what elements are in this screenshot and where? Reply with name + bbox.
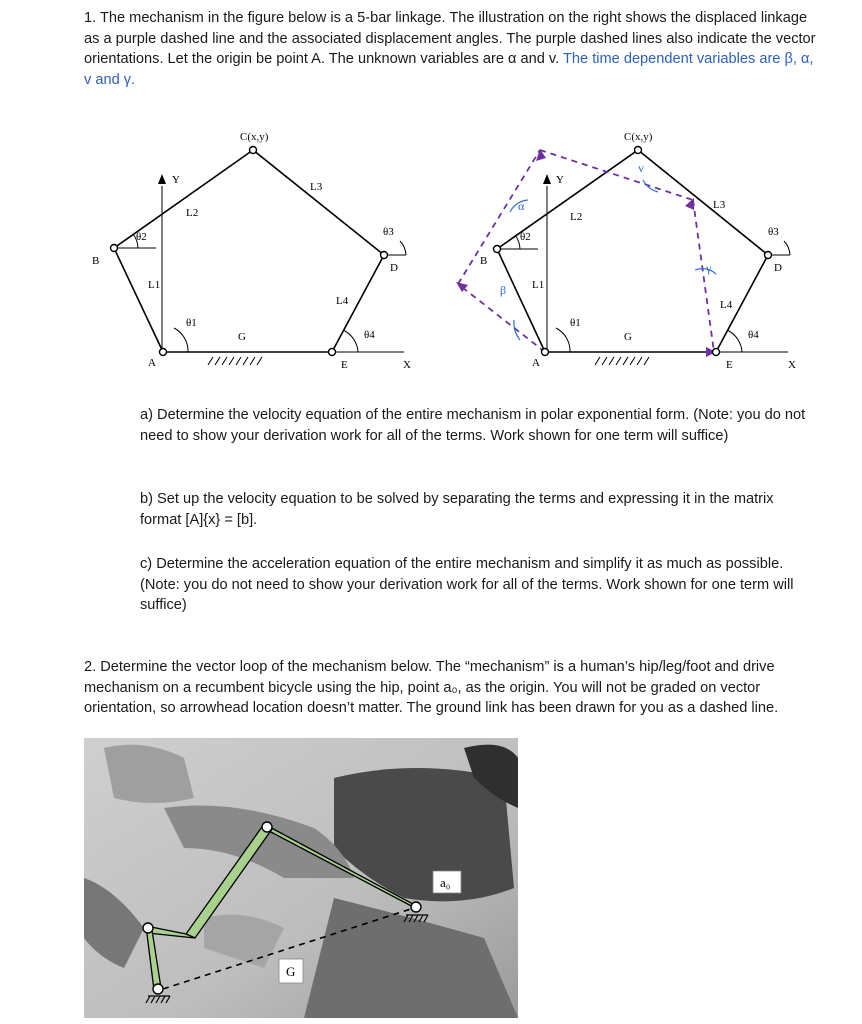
displaced-linkage-figure: [448, 128, 808, 378]
part-b-text: b) Set up the velocity equation to be solved by separating the terms and expressing it in the matrix format [A]{x} = [b].: [140, 491, 774, 528]
label-theta4: θ4: [364, 329, 375, 341]
label-L1: L1: [148, 279, 161, 291]
label-theta2-displaced: θ2: [520, 231, 531, 243]
label-L3: L3: [310, 181, 323, 193]
question-1-body: 1. The mechanism in the figure below is a 5-bar linkage. The illustration on the right shows the displaced linkage as a purple dashed line and the associated displacement angles. The purple dashed lines also indicate the vector orientations. Let the origin be point A. The unknown variables are α and v.: [84, 10, 816, 67]
label-B: B: [92, 255, 100, 267]
part-a-text: a) Determine the velocity equation of the entire mechanism in polar exponential form. (Note: you do not need to show your derivation work for all of the terms. Work shown for one term will suffice): [140, 407, 806, 444]
question-1-text: [84, 8, 824, 90]
label-C: C(x,y): [240, 131, 269, 143]
label-E-displaced: E: [726, 359, 733, 371]
label-X: X: [403, 359, 411, 371]
label-D-displaced: D: [774, 262, 782, 274]
label-G: G: [238, 331, 246, 343]
label-Y-displaced: Y: [556, 174, 564, 186]
label-E: E: [341, 359, 348, 371]
label-gamma: γ: [706, 261, 712, 275]
label-L2-displaced: L2: [570, 211, 583, 223]
label-G-photo: G: [286, 964, 296, 979]
label-X-displaced: X: [788, 359, 796, 371]
label-L2: L2: [186, 207, 199, 219]
recumbent-bicycle-photo: [84, 738, 518, 1018]
label-theta1-displaced: θ1: [570, 317, 581, 329]
label-a0: a₀: [440, 875, 451, 890]
label-L4-displaced: L4: [720, 299, 733, 311]
label-G-displaced: G: [624, 331, 632, 343]
label-theta1: θ1: [186, 317, 197, 329]
label-A: A: [148, 357, 156, 369]
label-A-displaced: A: [532, 357, 540, 369]
label-D: D: [390, 262, 398, 274]
label-beta: β: [500, 283, 507, 297]
label-Y: Y: [172, 174, 180, 186]
label-theta3-displaced: θ3: [768, 226, 779, 238]
label-L4: L4: [336, 295, 349, 307]
question-1-highlight: The time dependent variables are β, α, v and γ.: [84, 51, 814, 88]
five-bar-linkage-figure: [88, 128, 428, 378]
label-theta2: θ2: [136, 231, 147, 243]
label-L1-displaced: L1: [532, 279, 545, 291]
label-v: v: [638, 161, 644, 175]
label-C-displaced: C(x,y): [624, 131, 653, 143]
label-theta3: θ3: [383, 226, 394, 238]
part-c-text: c) Determine the acceleration equation of the entire mechanism and simplify it as much as possible. (Note: you do not need to show your derivation work for all of the terms. Work shown for one term will suffice): [140, 556, 794, 613]
question-2-text: 2. Determine the vector loop of the mechanism below. The “mechanism” is a human’s hip/leg/foot and drive mechanism on a recumbent bicycle using the hip, point a₀, as the origin. You will not be graded on vector orientation, so arrowhead location doesn’t matter. The ground link has been drawn for you as a dashed line.: [84, 659, 779, 716]
label-alpha: α: [518, 199, 525, 213]
label-theta4-displaced: θ4: [748, 329, 759, 341]
label-L3-displaced: L3: [713, 199, 726, 211]
label-B-displaced: B: [480, 255, 488, 267]
